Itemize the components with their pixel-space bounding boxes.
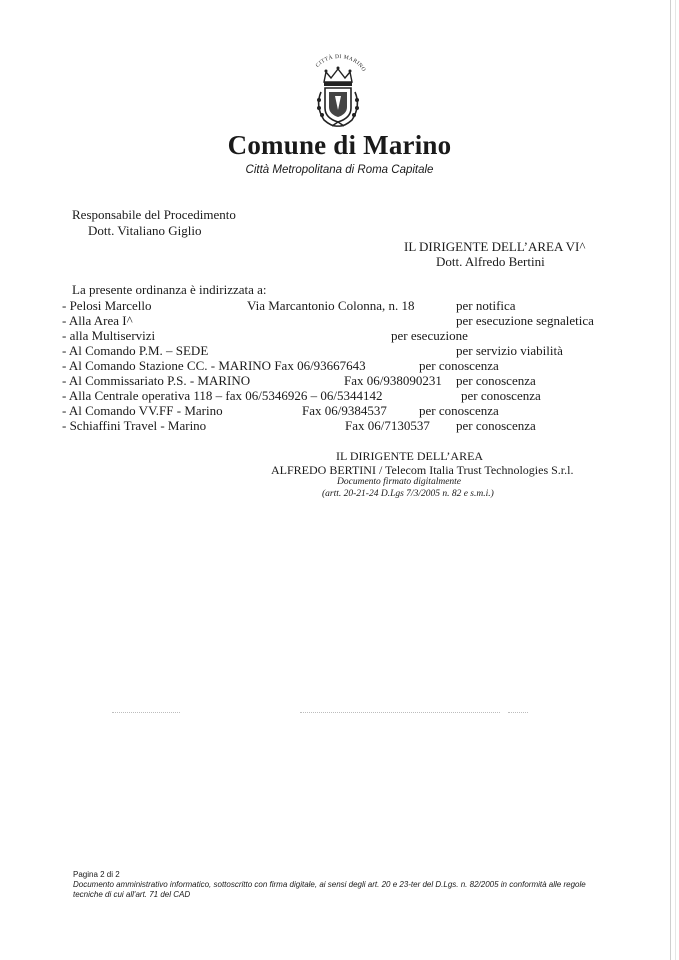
intro-text: La presente ordinanza è indirizzata a:: [72, 282, 267, 297]
scan-mark: [300, 712, 500, 714]
recipient-purpose: per conoscenza: [456, 373, 536, 388]
page-title: Comune di Marino: [227, 130, 452, 160]
recipient-name: - Al Comando Stazione CC. - MARINO Fax 06/93667643: [62, 358, 366, 373]
page-number: Pagina 2 di 2: [73, 870, 120, 879]
footer-note-line2: tecniche di cui all'art. 71 del CAD: [73, 890, 191, 899]
footer-note-line1: Documento amministrativo informatico, sottoscritto con firma digitale, ai sensi degli art. 20 e 23-ter del D.Lgs. n. 82/2005 in conformità alle regole: [73, 880, 586, 889]
signature-note: Documento firmato digitalmente: [337, 477, 462, 487]
scan-mark: [112, 712, 180, 714]
recipient-detail: Fax 06/9384537: [302, 403, 387, 418]
signature-label: IL DIRIGENTE DELL’AREA: [336, 449, 484, 463]
svg-text:CITTÀ DI MARINO: [315, 53, 367, 73]
recipient-name: - Al Comando VV.FF - Marino: [62, 403, 223, 418]
responsabile-label: Responsabile del Procedimento: [72, 207, 236, 222]
recipient-detail: Fax 06/7130537: [345, 418, 430, 433]
seal-text: CITTÀ DI MARINO: [314, 53, 367, 73]
recipient-detail: Via Marcantonio Colonna, n. 18: [247, 298, 415, 313]
page-subtitle: Città Metropolitana di Roma Capitale: [245, 164, 434, 176]
signature-law: (artt. 20-21-24 D.Lgs 7/3/2005 n. 82 e s.m.i.): [322, 489, 494, 499]
recipient-detail: Fax 06/938090231: [344, 373, 442, 388]
recipient-name: - Alla Area I^: [62, 313, 133, 328]
recipient-purpose: per servizio viabilità: [456, 343, 563, 358]
responsabile-name: Dott. Vitaliano Giglio: [88, 223, 202, 238]
recipient-purpose: per conoscenza: [456, 418, 536, 433]
recipient-purpose: per esecuzione segnaletica: [456, 313, 594, 328]
recipient-purpose: per esecuzione: [391, 328, 468, 343]
recipient-purpose: per conoscenza: [419, 358, 499, 373]
scan-mark: [508, 712, 528, 714]
recipient-name: - Schiaffini Travel - Marino: [62, 418, 207, 433]
dirigente-name: Dott. Alfredo Bertini: [436, 254, 545, 269]
recipient-purpose: per conoscenza: [419, 403, 499, 418]
recipient-name: - Pelosi Marcello: [62, 298, 152, 313]
signature-signer: ALFREDO BERTINI / Telecom Italia Trust Technologies S.r.l.: [271, 463, 574, 477]
recipient-purpose: per conoscenza: [461, 388, 541, 403]
recipient-name: - Al Commissariato P.S. - MARINO: [62, 373, 251, 388]
dirigente-label: IL DIRIGENTE DELL’AREA VI^: [404, 239, 586, 254]
recipient-name: - Alla Centrale operativa 118 – fax 06/5346926 – 06/5344142: [62, 388, 383, 403]
recipient-name: - alla Multiservizi: [62, 328, 156, 343]
recipient-name: - Al Comando P.M. – SEDE: [62, 343, 209, 358]
recipient-purpose: per notifica: [456, 298, 516, 313]
coat-of-arms-icon: [302, 52, 374, 130]
